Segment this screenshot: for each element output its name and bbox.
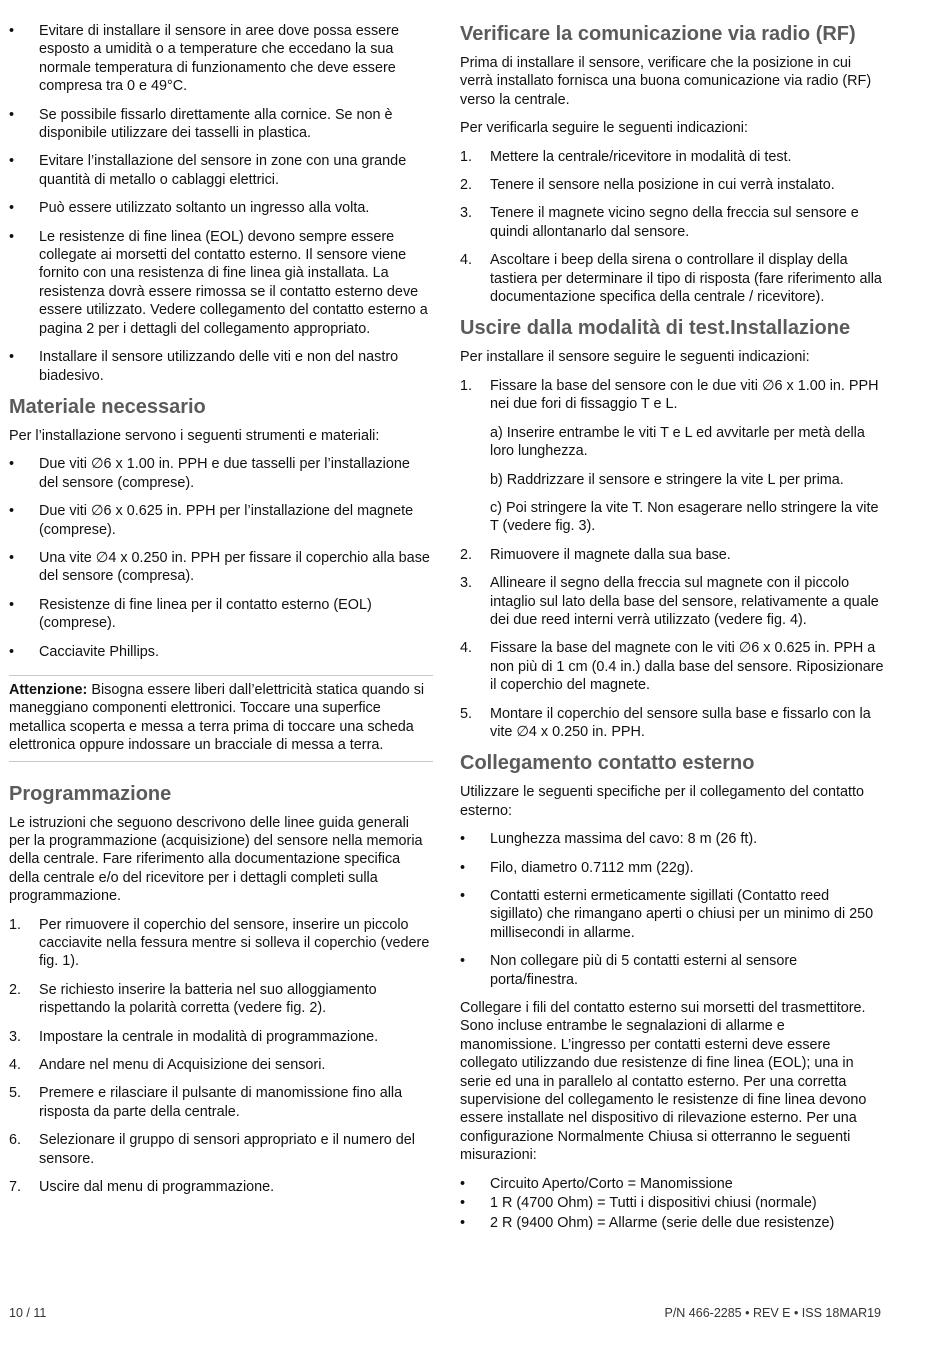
sub-step: c) Poi stringere la vite T. Non esagerare nello stringere la vite T (vedere fig. 3).: [490, 499, 879, 535]
bullet-marker: •: [460, 953, 466, 970]
bullet-marker: •: [460, 859, 466, 876]
list-item: • Contatti esterni ermeticamente sigillati (Contatto reed sigillato) che rimangano aperti o chiusi per un minimo di 250 millisecondi in allarme.: [460, 888, 874, 941]
materials-heading: Materiale necessario: [9, 395, 206, 418]
step-number: 3.: [460, 205, 473, 222]
programming-intro: Le istruzioni che seguono descrivono delle linee guida generali per la programmazione (acquisizione) del sensore nella memoria della centrale. Fare riferimento alla documentazione specifica della centrale e/o del ricevitore per i dettagli completi sulla programmazione.: [9, 814, 423, 905]
list-item: 3. Tenere il magnete vicino segno della freccia sul sensore e quindi allontanarlo dal sensore.: [460, 205, 859, 240]
list-item: 2. Rimuovere il magnete dalla sua base.: [460, 546, 731, 563]
materials-intro: Per l’installazione servono i seguenti strumenti e materiali:: [9, 427, 380, 444]
list-item: 5. Montare il coperchio del sensore sulla base e fissarlo con la vite ∅4 x 0.250 in. PPH.: [460, 705, 871, 740]
bullet-marker: •: [460, 831, 466, 848]
external-contact-body: Collegare i fili del contatto esterno sui morsetti del trasmettitore. Sono incluse entrambe le segnalazioni di allarme e manomissione. L’ingresso per contatti esterni deve essere collegato utilizzando due resistenze di fine linea (EOL); una in serie ed una in parallelo al contatto esterno. Per una corretta supervisione del collegamento le resistenze di fine linea devono essere installate nel dispositivo di rilevazione esterno. Per una configurazione Normalmente Chiusa si otterranno le seguenti misurazioni:: [460, 1000, 867, 1164]
bullet-marker: •: [9, 200, 15, 217]
step-number: 5.: [9, 1085, 22, 1102]
installation-heading: Uscire dalla modalità di test.Installazione: [460, 317, 851, 340]
bullet-marker: •: [9, 23, 15, 39]
bullet-marker: •: [9, 503, 15, 520]
list-item: • Circuito Aperto/Corto = Manomissione: [460, 1175, 733, 1192]
bullet-marker: •: [9, 349, 15, 366]
materials-list: [9, 455, 433, 661]
list-item: • Evitare l’installazione del sensore in zone con una grande quantità di metallo o cablaggi elettrici.: [9, 153, 407, 188]
list-item: 1. Fissare la base del sensore con le due viti ∅6 x 1.00 in. PPH nei due fori di fissaggio T e L. a) Inserire entrambe le viti T e L ed avvitarle per metà della loro lunghezza. b) Raddrizzare il sensore e stringere la vite L per prima. c) Poi stringere la vite T. Non esagerare nello stringere la vite T (vedere fig. 3).: [460, 377, 885, 536]
list-item: 5. Premere e rilasciare il pulsante di manomissione fino alla risposta da parte della centrale.: [9, 1085, 403, 1120]
step-number: 4.: [9, 1057, 22, 1074]
list-item: 4. Fissare la base del magnete con le viti ∅6 x 0.625 in. PPH a non più di 1 cm (0.4 in.) dalla base del sensore. Riposizionare il coperchio del magnete.: [460, 640, 884, 694]
rf-intro-2: Per verificarla seguire le seguenti indicazioni:: [460, 120, 748, 137]
sub-step: b) Raddrizzare il sensore e stringere la vite L per prima.: [490, 471, 844, 488]
external-contact-heading: Collegamento contatto esterno: [460, 752, 755, 775]
step-number: 2.: [460, 177, 473, 194]
bullet-marker: •: [9, 643, 15, 660]
step-number: 3.: [460, 575, 473, 592]
step-number: 5.: [460, 705, 473, 722]
step-number: 1.: [460, 377, 473, 394]
warning-text: Bisogna essere liberi dall’elettricità statica quando si maneggiano componenti elettronici. Toccare una superfice metallica scoperta e messa a terra prima di toccare una scheda elettronica oppure indossare un bracciale di messa a terra.: [9, 681, 425, 754]
list-item: 1. Mettere la centrale/ricevitore in modalità di test.: [460, 148, 792, 165]
rf-heading: Verificare la comunicazione via radio (RF): [460, 23, 856, 45]
bullet-marker: •: [460, 1175, 466, 1192]
list-item: • Se possibile fissarlo direttamente alla cornice. Se non è disponibile utilizzare dei tasselli in plastica.: [9, 106, 393, 142]
bullet-marker: •: [9, 549, 15, 566]
list-item: 7. Uscire dal menu di programmazione.: [9, 1179, 275, 1196]
step-number: 4.: [460, 252, 473, 269]
programming-steps: [9, 916, 433, 1197]
bullet-marker: •: [460, 1214, 466, 1231]
list-item: • Le resistenze di fine linea (EOL) devono sempre essere collegate ai morsetti del contatto esterno. Il sensore viene fornito con una resistenza di fine linea già installata. La resistenza dovrà essere rimossa se il contatto esterno deve essere utilizzato. Vedere collegamento del contatto esterno a pagina 2 per i dettagli del collegamento appropriato.: [9, 228, 428, 337]
bullet-marker: •: [9, 106, 15, 123]
step-number: 1.: [9, 916, 22, 933]
list-item: • Può essere utilizzato soltanto un ingresso alla volta.: [9, 200, 370, 217]
rf-intro: Prima di installare il sensore, verificare che la posizione in cui verrà installato fornisca una buona comunicazione via radio (RF) verso la centrale.: [460, 55, 872, 108]
list-item: • Due viti ∅6 x 0.625 in. PPH per l’installazione del magnete (comprese).: [9, 503, 414, 538]
warning-note: [9, 675, 433, 762]
bullet-marker: •: [460, 1195, 466, 1212]
list-item: • 1 R (4700 Ohm) = Tutti i dispositivi chiusi (normale): [460, 1195, 817, 1212]
right-column: [460, 22, 885, 1233]
list-item: 3. Allineare il segno della freccia sul magnete con il piccolo intaglio sul lato della base del sensore, relativamente a quale dei due reed interni verrà utilizzato (vedere fig. 4).: [460, 575, 879, 628]
list-item: 3. Impostare la centrale in modalità di programmazione.: [9, 1028, 379, 1045]
rf-steps: [460, 148, 885, 307]
bullet-marker: •: [9, 153, 15, 170]
list-item: 1. Per rimuovere il coperchio del sensore, inserire un piccolo cacciavite nella fessura mentre si solleva il coperchio (vedere fig. 1).: [9, 916, 430, 970]
left-column: [9, 22, 433, 1207]
step-number: 6.: [9, 1132, 22, 1149]
list-item: 2. Tenere il sensore nella posizione in cui verrà instalato.: [460, 177, 835, 194]
list-item: 4. Ascoltare i beep della sirena o controllare il display della tastiera per determinare il tipo di risposta (fare riferimento alla documentazione specifica della centrale / ricevitore).: [460, 252, 882, 306]
list-item: • Cacciavite Phillips.: [9, 643, 159, 660]
bullet-marker: •: [460, 888, 466, 904]
bullet-marker: •: [9, 456, 15, 473]
list-item: • 2 R (9400 Ohm) = Allarme (serie delle due resistenze): [460, 1214, 835, 1231]
measurements-list: [460, 1175, 885, 1232]
list-item: 6. Selezionare il gruppo di sensori appropriato e il numero del sensore.: [9, 1132, 415, 1167]
bullet-marker: •: [9, 596, 15, 613]
warning-label: Attenzione:: [9, 681, 88, 698]
installation-guidelines-list: [9, 22, 433, 385]
list-item: • Due viti ∅6 x 1.00 in. PPH e due tasselli per l’installazione del sensore (comprese).: [9, 456, 410, 491]
bullet-marker: •: [9, 228, 15, 245]
sub-step: a) Inserire entrambe le viti T e L ed avvitarle per metà della loro lunghezza.: [490, 424, 865, 460]
installation-steps: [460, 377, 885, 742]
step-number: 3.: [9, 1028, 22, 1045]
list-item: 4. Andare nel menu di Acquisizione dei sensori.: [9, 1057, 326, 1074]
list-item: • Filo, diametro 0.7112 mm (22g).: [460, 859, 694, 876]
step-number: 1.: [460, 148, 473, 165]
document-reference: P/N 466-2285 • REV E • ISS 18MAR19: [664, 1306, 881, 1320]
list-item: • Una vite ∅4 x 0.250 in. PPH per fissare il coperchio alla base del sensore (compresa).: [9, 549, 430, 585]
list-item: • Evitare di installare il sensore in aree dove possa essere esposto a umidità o a temperature che eccedano la sua normale temperatura di funzionamento che deve essere compresa tra 0 e 49°C.: [9, 23, 399, 95]
list-item: • Resistenze di fine linea per il contatto esterno (EOL) (comprese).: [9, 596, 372, 632]
installation-intro: Per installare il sensore seguire le seguenti indicazioni:: [460, 349, 810, 366]
step-number: 4.: [460, 640, 473, 657]
step-number: 2.: [9, 981, 22, 998]
list-item: 2. Se richiesto inserire la batteria nel suo alloggiamento rispettando la polarità corretta (vedere fig. 2).: [9, 981, 377, 1017]
list-item: • Lunghezza massima del cavo: 8 m (26 ft).: [460, 831, 758, 848]
list-item: • Installare il sensore utilizzando delle viti e non del nastro biadesivo.: [9, 349, 399, 384]
external-contact-specs: [460, 830, 885, 989]
step-number: 7.: [9, 1179, 22, 1196]
page-number: 10 / 11: [9, 1306, 47, 1320]
programming-heading: Programmazione: [9, 782, 172, 805]
external-contact-intro: Utilizzare le seguenti specifiche per il collegamento del contatto esterno:: [460, 784, 864, 819]
list-item: • Non collegare più di 5 contatti esterni al sensore porta/finestra.: [460, 953, 798, 988]
step-number: 2.: [460, 546, 473, 563]
